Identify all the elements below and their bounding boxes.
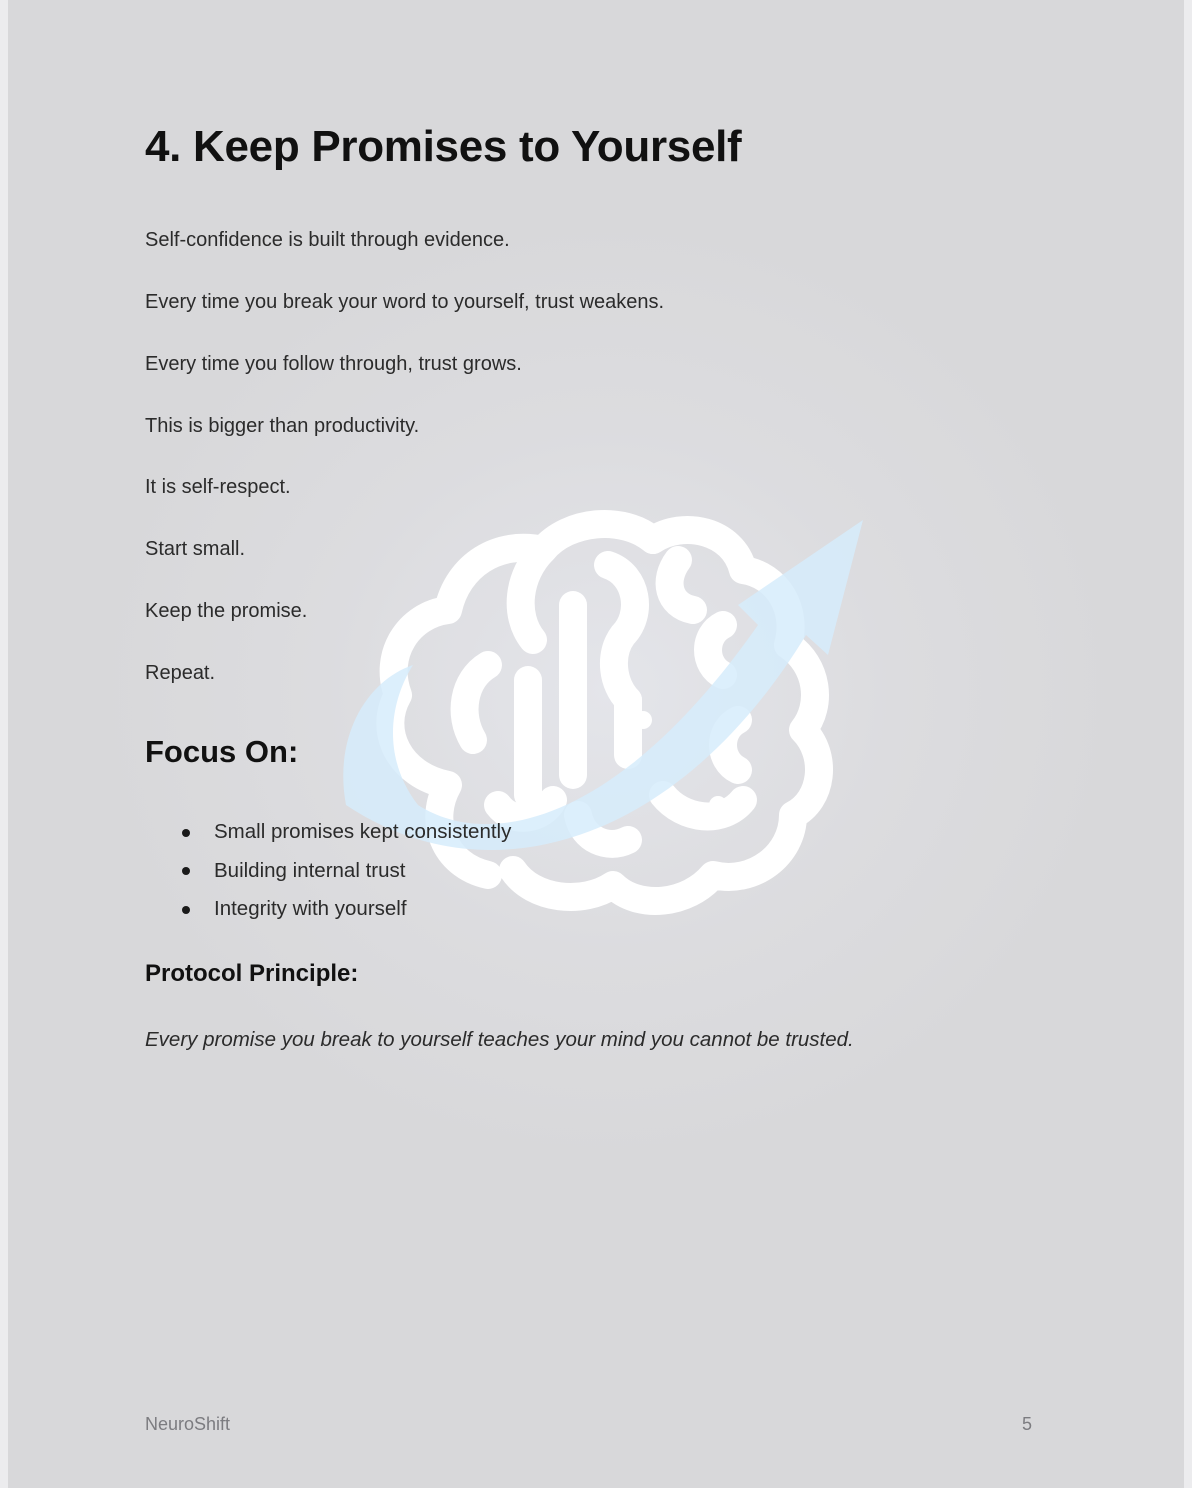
principle-text: Every promise you break to yourself teaches your mind you cannot be trusted.	[145, 1028, 854, 1051]
paragraph-1: Self-confidence is built through evidence.	[145, 229, 510, 251]
focus-list	[145, 813, 511, 929]
frame-edge-right	[1184, 0, 1192, 1488]
list-item	[145, 890, 511, 929]
list-item-text: Integrity with yourself	[214, 897, 407, 920]
list-item-text: Building internal trust	[214, 858, 406, 882]
paragraph-7: Keep the promise.	[145, 600, 308, 622]
bullet-icon	[182, 829, 190, 837]
paragraph-3: Every time you follow through, trust grows.	[145, 353, 522, 375]
paragraph-2: Every time you break your word to yourself, trust weakens.	[145, 291, 665, 313]
footer-brand: NeuroShift	[145, 1414, 231, 1434]
bullet-icon	[182, 906, 190, 914]
paragraph-4: This is bigger than productivity.	[145, 415, 420, 437]
paragraph-5: It is self-respect.	[145, 476, 291, 498]
page-number: 5	[1022, 1414, 1033, 1434]
document-page	[8, 0, 1184, 1488]
list-item-text: Small promises kept consistently	[214, 820, 512, 843]
frame-edge-left	[0, 0, 8, 1488]
focus-heading: Focus On:	[145, 734, 299, 769]
list-item	[145, 813, 511, 852]
list-item	[145, 852, 511, 891]
paragraph-8: Repeat.	[145, 662, 216, 684]
page-title: 4. Keep Promises to Yourself	[145, 122, 742, 171]
paragraph-6: Start small.	[145, 538, 246, 560]
bullet-icon	[182, 867, 190, 875]
principle-heading: Protocol Principle:	[145, 960, 359, 987]
